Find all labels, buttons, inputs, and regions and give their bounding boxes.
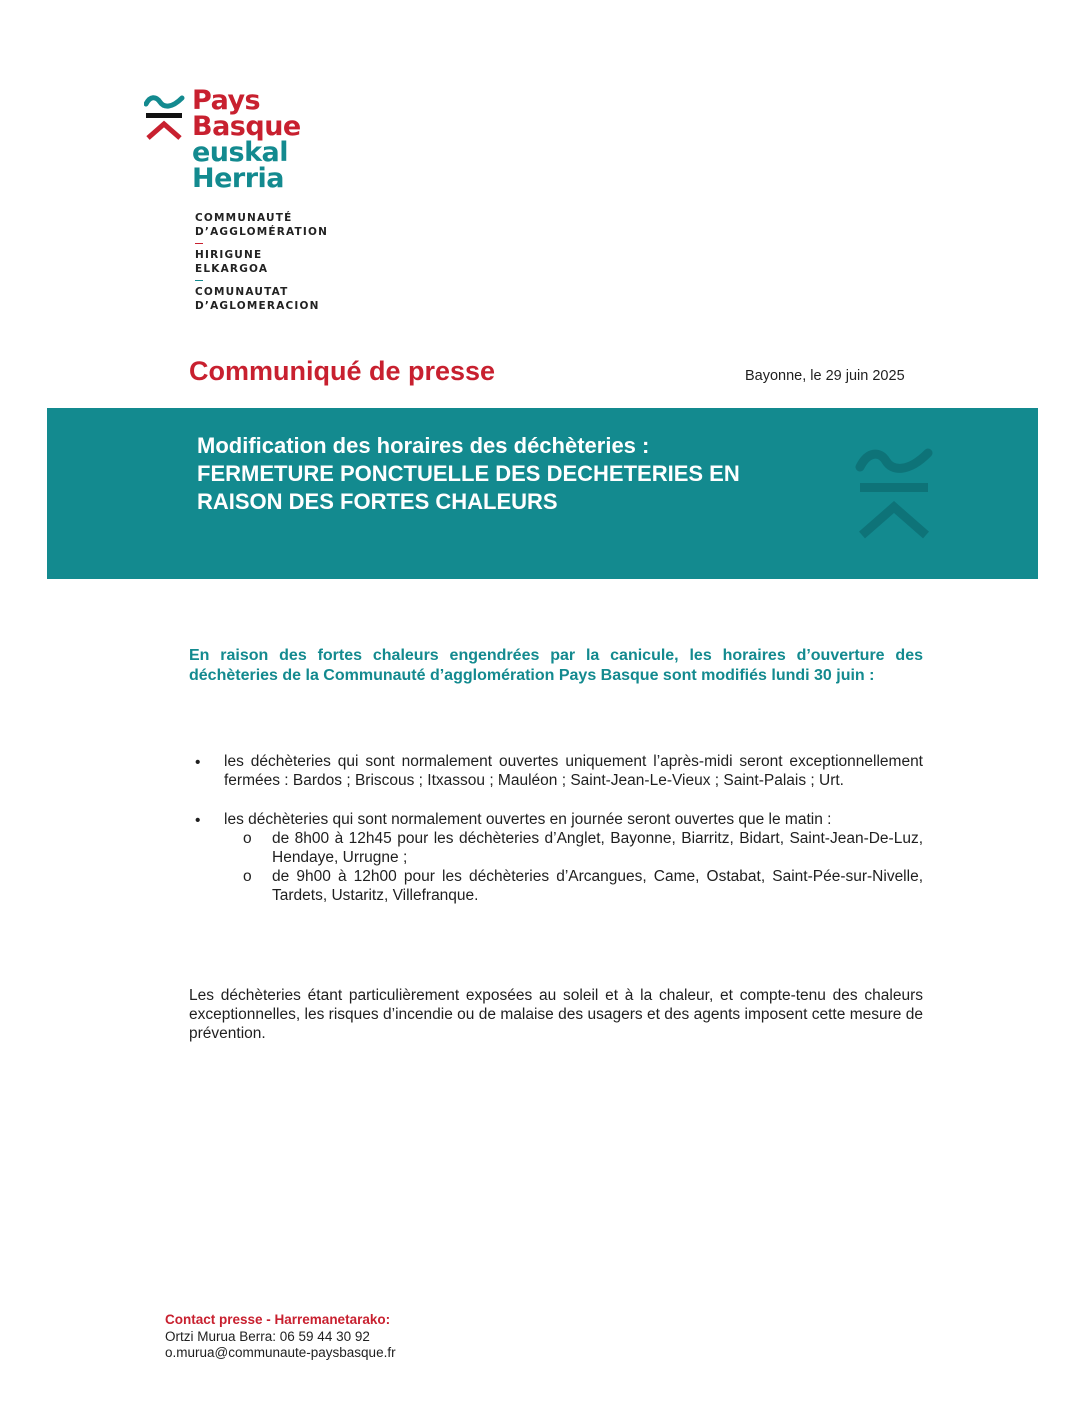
org-name-eu-2: ELKARGOA [195,263,269,275]
org-separator-teal [195,280,203,281]
org-name-fr-2: D’AGGLOMÉRATION [195,226,329,238]
contact-label: Contact presse - Harremanetarako: [165,1312,391,1327]
sub-text-schedule-1: de 8h00 à 12h45 pour les déchèteries d’Anglet, Bayonne, Biarritz, Bidart, Saint-Jean-De-Luz, Hendaye, Urrugne ; [272,830,923,866]
bullet-icon: • [195,754,201,771]
bullet-icon: • [195,812,201,829]
org-name-oc-1: COMUNAUTAT [195,286,289,298]
logo-line-basque: Basque [192,111,301,142]
press-contact [165,1312,396,1362]
bullet-list [189,752,923,905]
sub-bullet-icon: o [243,868,252,885]
watermark-logo-icon [854,443,934,543]
sub-list-item [189,829,923,867]
list-item [189,810,923,829]
headline-banner [47,408,1038,579]
contact-email[interactable]: o.murua@communaute-paysbasque.fr [165,1345,396,1360]
pays-basque-logo-icon [144,94,186,142]
org-name-eu-1: HIRIGUNE [195,249,263,261]
press-release-date: Bayonne, le 29 juin 2025 [745,368,905,384]
org-name-oc-2: D’AGLOMERACION [195,300,320,312]
bullet-text-closed: les déchèteries qui sont normalement ouvertes uniquement l’après-midi seront exceptionnellement fermées : Bardos ; Briscous ; Itxassou ; Mauléon ; Saint-Jean-Le-Vieux ; Saint-Palais ; Urt. [224,753,923,789]
press-release-title: Communiqué de presse [189,356,496,386]
org-name-fr-1: COMMUNAUTÉ [195,212,293,224]
sub-list-item [189,867,923,905]
logo-wordmark [192,85,301,194]
logo-line-pays: Pays [192,85,261,116]
logo-line-euskal: euskal [192,137,289,168]
intro-paragraph: En raison des fortes chaleurs engendrées par la canicule, les horaires d’ouverture des déchèteries de la Communauté d’agglomération Pays Basque sont modifiés lundi 30 juin : [189,647,923,684]
headline-line-3: RAISON DES FORTES CHALEURS [197,489,558,514]
sub-text-schedule-2: de 9h00 à 12h00 pour les déchèteries d’Arcangues, Came, Ostabat, Saint-Pée-sur-Nivelle, Tardets, Ustaritz, Villefranque. [272,868,923,904]
org-separator-red [195,243,203,244]
headline-title [197,432,837,516]
closing-paragraph: Les déchèteries étant particulièrement exposées au soleil et à la chaleur, et compte-tenu des chaleurs exceptionnelles, les risques d’incendie ou de malaise des usagers et des agents imposent cette mesure de prévention. [189,987,923,1042]
sub-bullet-icon: o [243,830,252,847]
bullet-text-morning: les déchèteries qui sont normalement ouvertes en journée seront ouvertes que le matin : [224,811,832,828]
list-item [189,752,923,790]
headline-line-1: Modification des horaires des déchèteries : [197,433,650,458]
contact-name-phone: Ortzi Murua Berra: 06 59 44 30 92 [165,1328,370,1344]
logo-line-herria: Herria [192,163,285,194]
headline-line-2: FERMETURE PONCTUELLE DES DECHETERIES EN [197,461,740,486]
organization-names [195,211,328,313]
